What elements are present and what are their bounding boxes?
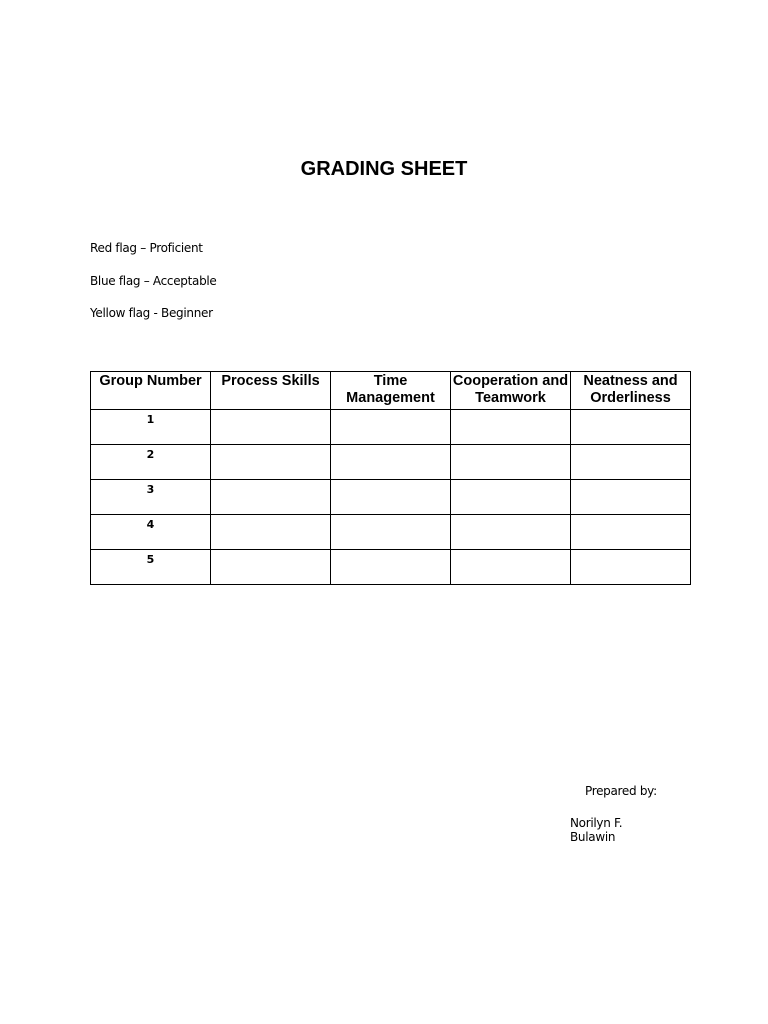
neatness-orderliness-cell <box>571 550 691 585</box>
cooperation-teamwork-cell <box>451 445 571 480</box>
group-number-cell: 4 <box>91 515 211 550</box>
process-skills-cell <box>211 480 331 515</box>
header-process-skills: Process Skills <box>211 372 331 410</box>
group-number-cell: 5 <box>91 550 211 585</box>
header-cooperation-teamwork: Cooperation and Teamwork <box>451 372 571 410</box>
prepared-by-label: Prepared by: <box>585 784 657 798</box>
cooperation-teamwork-cell <box>451 515 571 550</box>
preparer-name: Norilyn F. Bulawin <box>570 816 623 844</box>
time-management-cell <box>331 480 451 515</box>
neatness-orderliness-cell <box>571 480 691 515</box>
table-header-row <box>91 372 691 410</box>
process-skills-cell <box>211 410 331 445</box>
page-title: GRADING SHEET <box>300 158 468 180</box>
legend-item-yellow-flag: Yellow flag - Beginner <box>90 306 213 320</box>
header-neatness-orderliness: Neatness and Orderliness <box>571 372 691 410</box>
process-skills-cell <box>211 445 331 480</box>
table-row <box>91 410 691 445</box>
time-management-cell <box>331 410 451 445</box>
process-skills-cell <box>211 550 331 585</box>
time-management-cell <box>331 515 451 550</box>
time-management-cell <box>331 445 451 480</box>
group-number-cell: 3 <box>91 480 211 515</box>
group-number-cell: 2 <box>91 445 211 480</box>
process-skills-cell <box>211 515 331 550</box>
legend-item-red-flag: Red flag – Proficient <box>90 241 203 255</box>
table-row <box>91 550 691 585</box>
neatness-orderliness-cell <box>571 515 691 550</box>
neatness-orderliness-cell <box>571 410 691 445</box>
grading-table <box>90 371 691 585</box>
cooperation-teamwork-cell <box>451 550 571 585</box>
table-row <box>91 515 691 550</box>
flag-legend <box>90 240 217 338</box>
header-time-management: Time Management <box>331 372 451 410</box>
cooperation-teamwork-cell <box>451 480 571 515</box>
cooperation-teamwork-cell <box>451 410 571 445</box>
neatness-orderliness-cell <box>571 445 691 480</box>
group-number-cell: 1 <box>91 410 211 445</box>
table-row <box>91 480 691 515</box>
legend-item-blue-flag: Blue flag – Acceptable <box>90 273 217 288</box>
table-row <box>91 445 691 480</box>
time-management-cell <box>331 550 451 585</box>
prepared-by-block <box>570 784 670 844</box>
header-group-number: Group Number <box>91 372 211 410</box>
